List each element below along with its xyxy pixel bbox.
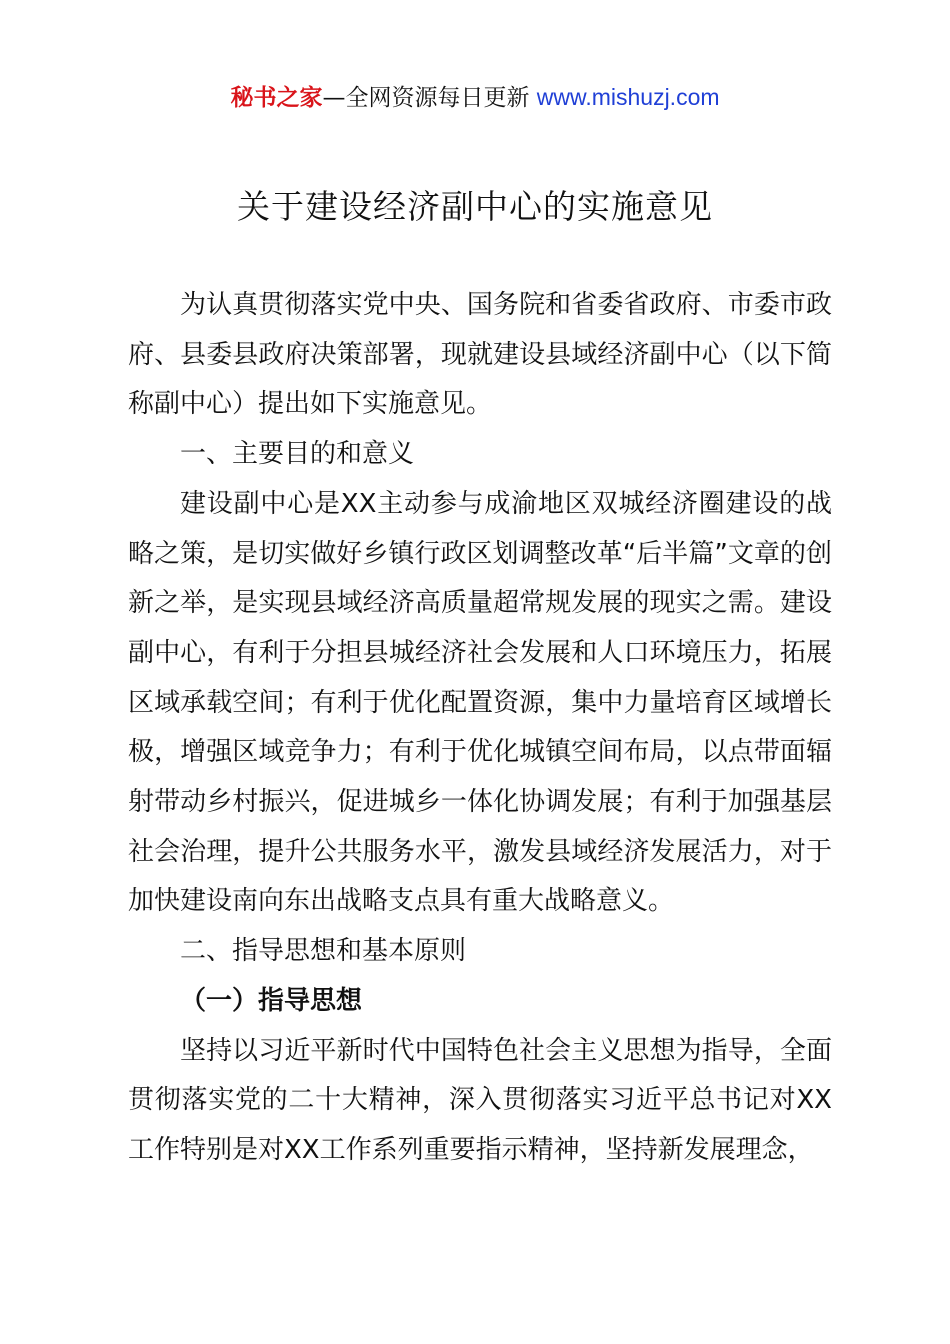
brand-name: 秘书之家 xyxy=(230,85,323,111)
document-title: 关于建设经济副中心的实施意见 xyxy=(237,187,713,226)
header-slogan: —全网资源每日更新 xyxy=(322,85,537,111)
site-url-link[interactable]: www.mishuzj.com xyxy=(536,84,720,110)
site-header xyxy=(0,82,950,113)
document-body xyxy=(128,281,832,1176)
intro-paragraph: 为认真贯彻落实党中央、国务院和省委省政府、市委市政府、县委县政府决策部署，现就建设县域经济副中心（以下简称副中心）提出如下实施意见。 xyxy=(128,290,832,420)
section-2-paragraph-1: 坚持以习近平新时代中国特色社会主义思想为指导，全面贯彻落实党的二十大精神，深入贯彻落实习近平总书记对XX工作特别是对XX工作系列重要指示精神，坚持新发展理念， xyxy=(128,1035,832,1165)
section-2-subheading-1: （一）指导思想 xyxy=(180,985,363,1016)
section-1-heading: 一、主要目的和意义 xyxy=(180,439,415,470)
section-2-heading: 二、指导思想和基本原则 xyxy=(180,936,467,967)
section-1-paragraph: 建设副中心是XX主动参与成渝地区双城经济圈建设的战略之策，是切实做好乡镇行政区划调整改革“后半篇”文章的创新之举，是实现县域经济高质量超常规发展的现实之需。建设副中心，有利于分担县城经济社会发展和人口环境压力，拓展区域承载空间；有利于优化配置资源，集中力量培育区域增长极，增强区域竞争力；有利于优化城镇空间布局，以点带面辐射带动乡村振兴，促进城乡一体化协调发展；有利于加强基层社会治理，提升公共服务水平，激发县域经济发展活力，对于加快建设南向东出战略支点具有重大战略意义。 xyxy=(128,488,832,917)
